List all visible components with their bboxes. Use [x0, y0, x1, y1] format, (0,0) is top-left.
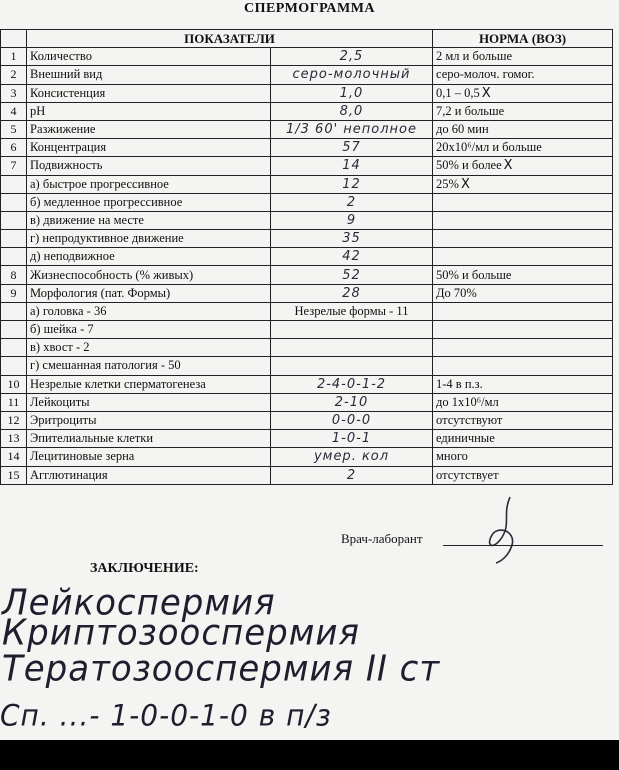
conclusion-line-4: Сп. ...- 1-0-0-1-0 в п/з: [0, 698, 332, 733]
row-value: [271, 84, 433, 102]
conclusion-label: ЗАКЛЮЧЕНИЕ:: [90, 561, 199, 576]
row-norm-text: до 60 мин: [436, 122, 489, 137]
row-indicator: а) головка - 36: [27, 302, 271, 320]
row-norm: [433, 248, 613, 266]
row-norm: [433, 193, 613, 211]
row-value: [271, 375, 433, 393]
row-value: [271, 248, 433, 266]
signature-mark: [482, 495, 522, 569]
row-value: [271, 357, 433, 375]
row-norm: [433, 284, 613, 302]
row-number: 2: [1, 66, 27, 84]
table-row: [1, 411, 613, 429]
row-value-text: 0-0-0: [331, 413, 372, 429]
row-value: [271, 139, 433, 157]
table-row: [1, 357, 613, 375]
row-norm-text: до 1x10⁶/мл: [436, 394, 499, 409]
row-value-text: 9: [346, 212, 357, 228]
row-norm-text: 2 мл и больше: [436, 49, 513, 64]
row-indicator: г) смешанная патология - 50: [27, 357, 271, 375]
row-number: 15: [1, 466, 27, 484]
table-row: [1, 66, 613, 84]
row-indicator: Разжижение: [27, 120, 271, 138]
table-row: [1, 302, 613, 320]
table-row: [1, 84, 613, 102]
row-norm-text: 50% и более: [436, 158, 502, 173]
table-row: [1, 230, 613, 248]
row-value-text: 2: [346, 194, 357, 210]
row-norm: [433, 48, 613, 66]
row-value-text: умер. кол: [313, 449, 390, 465]
row-indicator: Эритроциты: [27, 411, 271, 429]
signature-icon: [482, 495, 522, 565]
row-norm: [433, 266, 613, 284]
row-value-text: Незрелые формы - 11: [294, 303, 409, 318]
row-value-text: 1/3 60' неполное: [286, 122, 418, 138]
row-value: [271, 321, 433, 339]
row-value: [271, 411, 433, 429]
row-value-text: 35: [342, 231, 361, 247]
row-norm: [433, 448, 613, 466]
row-norm: [433, 466, 613, 484]
row-norm: [433, 357, 613, 375]
row-norm: [433, 230, 613, 248]
row-norm: [433, 66, 613, 84]
row-norm-text: серо-молоч. гомог.: [436, 67, 535, 82]
row-number: [1, 302, 27, 320]
row-value: [271, 120, 433, 138]
row-number: 8: [1, 266, 27, 284]
row-norm-text: 7,2 и больше: [436, 103, 505, 118]
table-row: [1, 193, 613, 211]
row-norm: [433, 339, 613, 357]
row-value-text: 12: [342, 176, 361, 192]
table-row: [1, 157, 613, 175]
row-value-text: 1-0-1: [331, 431, 372, 447]
conclusion-line-3: Тератозооспермия II ст: [2, 648, 441, 690]
row-number: 1: [1, 48, 27, 66]
table-body: [1, 48, 613, 485]
row-value-text: 1,0: [339, 85, 364, 101]
row-indicator: Эпителиальные клетки: [27, 430, 271, 448]
row-indicator: Агглютинация: [27, 466, 271, 484]
row-number: 10: [1, 375, 27, 393]
table-row: [1, 48, 613, 66]
row-norm: [433, 120, 613, 138]
row-value: [271, 302, 433, 320]
row-norm-text: До 70%: [436, 285, 477, 300]
row-indicator: Подвижность: [27, 157, 271, 175]
row-number: [1, 211, 27, 229]
table-row: [1, 248, 613, 266]
row-indicator: Жизнеспособность (% живых): [27, 266, 271, 284]
row-value: [271, 393, 433, 411]
table-row: [1, 430, 613, 448]
row-indicator: б) медленное прогрессивное: [27, 193, 271, 211]
table-row: [1, 321, 613, 339]
row-value: [271, 48, 433, 66]
row-number: [1, 321, 27, 339]
row-number: 11: [1, 393, 27, 411]
row-indicator: б) шейка - 7: [27, 321, 271, 339]
screen-bottom-bar: [0, 740, 619, 770]
table-row: [1, 466, 613, 484]
table-row: [1, 393, 613, 411]
row-norm: [433, 302, 613, 320]
row-number: 12: [1, 411, 27, 429]
row-value-text: 2: [346, 467, 357, 483]
row-norm: [433, 157, 613, 175]
row-indicator: Морфология (пат. Формы): [27, 284, 271, 302]
row-number: 7: [1, 157, 27, 175]
row-indicator: а) быстрое прогрессивное: [27, 175, 271, 193]
row-indicator: Концентрация: [27, 139, 271, 157]
row-indicator: pH: [27, 102, 271, 120]
row-norm-text: 20x10⁶/мл и больше: [436, 140, 542, 155]
table-row: [1, 211, 613, 229]
row-number: [1, 230, 27, 248]
cross-mark-icon: X: [481, 85, 491, 101]
row-indicator: в) хвост - 2: [27, 339, 271, 357]
row-norm-text: отсутствуют: [436, 413, 503, 428]
row-norm-text: 0,1 – 0,5: [436, 85, 480, 100]
row-value: [271, 230, 433, 248]
row-number: [1, 193, 27, 211]
row-value: [271, 339, 433, 357]
row-number: 13: [1, 430, 27, 448]
row-indicator: Лецитиновые зерна: [27, 448, 271, 466]
row-number: 5: [1, 120, 27, 138]
row-number: [1, 175, 27, 193]
header-norm: НОРМА (ВОЗ): [433, 30, 613, 48]
row-norm: [433, 393, 613, 411]
row-value-text: 28: [342, 285, 361, 301]
row-value: [271, 430, 433, 448]
table-row: [1, 102, 613, 120]
row-value: [271, 175, 433, 193]
table-row: [1, 266, 613, 284]
conclusion-line-1: Лейкоспермия: [2, 582, 276, 624]
row-number: [1, 339, 27, 357]
row-number: 14: [1, 448, 27, 466]
row-norm-text: 1-4 в п.з.: [436, 376, 483, 391]
row-value: [271, 193, 433, 211]
row-value: [271, 211, 433, 229]
row-indicator: Незрелые клетки сперматогенеза: [27, 375, 271, 393]
row-number: [1, 357, 27, 375]
row-norm: [433, 84, 613, 102]
table-row: [1, 120, 613, 138]
row-norm: [433, 139, 613, 157]
row-value: [271, 102, 433, 120]
cross-mark-icon: X: [503, 158, 513, 174]
row-indicator: Консистенция: [27, 84, 271, 102]
row-value-text: 2-4-0-1-2: [316, 376, 387, 392]
table-row: [1, 175, 613, 193]
header-indicators: ПОКАЗАТЕЛИ: [27, 30, 433, 48]
row-value: [271, 66, 433, 84]
row-value: [271, 157, 433, 175]
row-norm-text: единичные: [436, 431, 495, 446]
row-value-text: 57: [342, 140, 361, 156]
cross-mark-icon: X: [460, 176, 470, 192]
signature-line: [443, 545, 603, 546]
row-value: [271, 284, 433, 302]
row-number: 6: [1, 139, 27, 157]
row-value-text: 2-10: [334, 394, 369, 410]
row-norm: [433, 211, 613, 229]
row-indicator: Количество: [27, 48, 271, 66]
row-norm: [433, 321, 613, 339]
row-indicator: Внешний вид: [27, 66, 271, 84]
row-number: 4: [1, 102, 27, 120]
row-norm-text: 25%: [436, 176, 459, 191]
table-row: [1, 448, 613, 466]
row-value-text: 52: [342, 267, 361, 283]
row-norm: [433, 102, 613, 120]
row-indicator: в) движение на месте: [27, 211, 271, 229]
row-value: [271, 466, 433, 484]
table-row: [1, 139, 613, 157]
row-number: [1, 248, 27, 266]
row-value: [271, 448, 433, 466]
row-indicator: Лейкоциты: [27, 393, 271, 411]
row-norm: [433, 375, 613, 393]
conclusion-line-2: Криптозооспермия: [2, 612, 360, 654]
row-norm-text: отсутствует: [436, 467, 499, 482]
row-value-text: 14: [342, 158, 361, 174]
row-number: 9: [1, 284, 27, 302]
document-title: СПЕРМОГРАММА: [243, 1, 376, 16]
row-norm: [433, 175, 613, 193]
row-indicator: д) неподвижное: [27, 248, 271, 266]
spermogram-table: [0, 29, 613, 485]
row-number: 3: [1, 84, 27, 102]
row-value-text: 2,5: [339, 49, 364, 65]
row-value-text: 42: [342, 249, 361, 265]
table-row: [1, 339, 613, 357]
row-norm: [433, 430, 613, 448]
row-norm-text: много: [436, 449, 468, 464]
table-row: [1, 375, 613, 393]
row-indicator: г) непродуктивное движение: [27, 230, 271, 248]
row-value: [271, 266, 433, 284]
table-header-row: [1, 30, 613, 48]
row-value-text: серо-молочный: [292, 67, 411, 83]
row-norm-text: 50% и больше: [436, 267, 512, 282]
header-num: [1, 30, 27, 48]
row-value-text: 8,0: [339, 103, 364, 119]
table-row: [1, 284, 613, 302]
signature-label: Врач-лаборант: [341, 531, 423, 546]
row-norm: [433, 411, 613, 429]
